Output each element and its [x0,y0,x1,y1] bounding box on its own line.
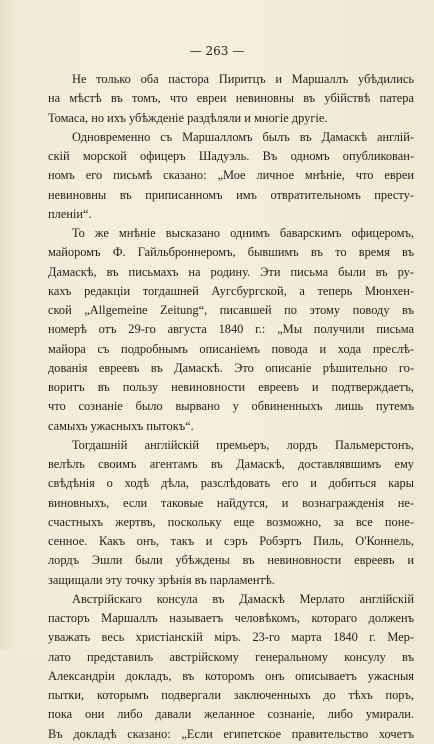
paragraph [48,224,414,436]
text-line: пасторъ Маршаллъ называетъ человѣкомъ, котораго долженъ [48,611,414,625]
text-line: Дамаскѣ, въ письмахъ на родину. Эти письма были въ ру- [48,264,414,279]
paragraph [48,590,414,744]
text-line: Въ докладѣ сказано: „Если египетское правительство хочетъ [48,726,414,741]
text-line: номерѣ отъ 29-го августа 1840 г.: „Мы получили письма [48,322,414,337]
text-line: Австрійскаго консула въ Дамаскѣ Мерлато англійскій [72,591,414,606]
text-line: пленіи“. [48,206,92,221]
text-line: лато представилъ австрійскому генеральному консулу въ [48,649,414,664]
paragraph [48,128,414,224]
text-line: Одновременно съ Маршалломъ былъ въ Дамаскѣ англій- [72,129,414,144]
page-number: — 263 — [189,44,245,58]
text-line: майора съ подробнымъ описаніемъ повода и хода преслѣ- [48,341,414,356]
text-line: То же мнѣніе высказано однимъ баварскимъ офицеромъ, [72,226,414,240]
text-line: самыхъ ужасныхъ пытокъ“. [48,418,194,433]
text-line: скій морской офицеръ Шадуэль. Въ одномъ опубликован- [48,149,414,163]
text-line: свѣдѣнія о ходѣ дѣла, разслѣдовать его и добиться кары [48,476,414,491]
text-line: майоромъ Ф. Гайльброннеромъ, бывшимъ въ то время въ [48,245,414,260]
text-line: Не только оба пастора Пиритцъ и Маршаллъ убѣдились [72,72,414,86]
text-line: кахъ редакціи тогдашней Аугсбургской, а теперь Мюнхен- [48,283,414,298]
text-line: лордъ Эшли были убѣждены въ невиновности евреевъ и [48,553,414,568]
text-line: уважать весь христіанскій міръ. 23-го марта 1840 г. Мер- [48,630,414,645]
text-line: счастныхъ жертвъ, поскольку еще возможно, за все поне- [48,514,414,529]
text-line: пока они либо давали желанное сознаніе, либо умирали. [48,707,414,722]
text-line: Тогдашній англійскій премьеръ, лордъ Пальмерстонъ, [72,437,414,452]
text-line: виновныхъ, если таковые найдутся, и вознагражденія не- [48,495,414,510]
text-line: что сознаніе было вырвано у обвиненныхъ лишь путемъ [48,399,414,414]
text-line: Александріи докладъ, въ которомъ онъ описываетъ ужасныя [48,668,414,683]
text-line: защищали эту точку зрѣнія въ парламентѣ. [48,572,275,587]
text-line: пытки, которымъ подвергали заключенныхъ до тѣхъ поръ, [48,688,414,702]
text-line: на мѣстѣ въ томъ, что евреи невиновны въ убійствѣ патера [48,91,414,106]
text-line: сенное. Какъ онъ, такъ и сэръ Робэртъ Пиль, О'Коннель, [48,534,414,548]
text-line: невиновны въ приписанномъ имъ отвратительномъ престу- [48,187,414,202]
paragraph [48,70,414,128]
text-line: ской „Allgemeine Zeitung“, писавшей по этому поводу въ [48,303,414,317]
paragraph [48,436,414,590]
body-text [48,70,414,744]
text-line: воритъ въ пользу невиновности евреевъ и подтверждаетъ, [48,380,414,394]
text-line: Томаса, но ихъ убѣжденіе раздѣляли и многіе другіе. [48,110,328,125]
text-line: номъ его письмѣ сказано: „Мое личное мнѣніе, что евреи [48,168,414,183]
text-line: велѣлъ своимъ агентамъ въ Дамаскѣ, доставлявшимъ ему [48,457,414,471]
text-line: дованія евреевъ въ Дамаскѣ. Это описаніе рѣшительно го- [48,360,414,375]
